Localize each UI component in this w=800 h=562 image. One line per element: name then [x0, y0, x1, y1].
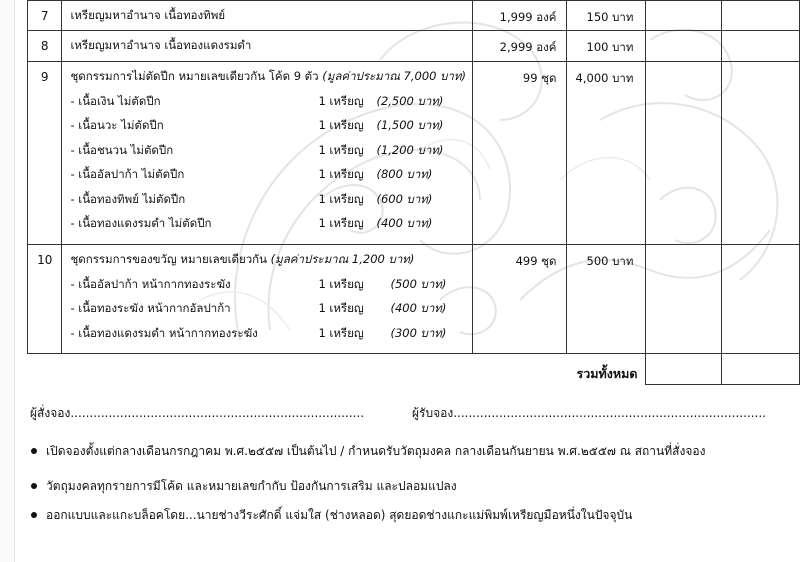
page-left-edge — [0, 0, 15, 562]
order-amount-cell[interactable] — [722, 31, 800, 62]
order-qty-cell[interactable] — [646, 1, 722, 31]
item-set-description — [62, 245, 473, 354]
order-amount-cell[interactable] — [722, 62, 800, 245]
total-amount-cell[interactable] — [722, 354, 800, 385]
set-title: ชุดกรรมการของขวัญ หมายเลขเดียวกัน (มูลค่าประมาณ 1,200 บาท) — [70, 252, 415, 267]
note-codes: วัตถุมงคลทุกรายการมีโค้ด และหมายเลขกำกับ ป้องกันการเสริม และปลอมแปลง — [31, 477, 457, 496]
order-qty-cell[interactable] — [646, 62, 722, 245]
order-table — [27, 0, 800, 385]
table-row — [28, 31, 800, 62]
set-item: - เนื้ออัลปาก้า หน้ากากทองระฆัง 1 เหรียญ (500 บาท) — [70, 276, 447, 291]
item-set-description — [62, 62, 473, 245]
table-row — [28, 245, 800, 354]
item-quantity: 1,999 องค์ — [472, 1, 567, 31]
table-row — [28, 1, 800, 31]
item-quantity: 499 ชุด — [472, 245, 567, 354]
bullet-icon — [31, 448, 37, 454]
set-item: - เนื้อทองแดงรมดำ ไม่ตัดปีก 1 เหรียญ (400 บาท) — [70, 216, 433, 231]
note-booking-period: เปิดจองตั้งแต่กลางเดือนกรกฎาคม พ.ศ.๒๕๕๗ เป็นต้นไป / กำหนดรับวัตถุมงคล กลางเดือนกันยายน พ.ศ.๒๕๕๗ ณ สถานที่สั่งจอง — [31, 442, 705, 461]
order-qty-cell[interactable] — [646, 245, 722, 354]
set-item: - เนื้อเงิน ไม่ตัดปีก 1 เหรียญ (2,500 บาท) — [70, 93, 444, 108]
set-item: - เนื้ออัลปาก้า ไม่ตัดปีก 1 เหรียญ (800 บาท) — [70, 167, 433, 182]
item-name: เหรียญมหาอำนาจ เนื้อทองแดงรมดำ — [62, 31, 473, 62]
total-row — [28, 354, 800, 385]
item-price: 150 บาท — [567, 1, 646, 31]
orderer-signature-line[interactable]: ผู้สั่งจอง............................................................................. — [30, 406, 365, 420]
receiver-signature-line[interactable]: ผู้รับจอง.................................................................................. — [412, 406, 766, 420]
bullet-icon — [31, 483, 37, 489]
set-item: - เนื้อทองแดงรมดำ หน้ากากทองระฆัง 1 เหรียญ (300 บาท) — [70, 325, 447, 340]
item-price: 4,000 บาท — [567, 62, 646, 245]
total-label: รวมทั้งหมด — [576, 366, 638, 382]
order-amount-cell[interactable] — [722, 245, 800, 354]
row-number: 9 — [28, 62, 62, 245]
order-qty-cell[interactable] — [646, 31, 722, 62]
set-item: - เนื้อทองทิพย์ ไม่ตัดปีก 1 เหรียญ (600 บาท) — [70, 191, 433, 206]
bullet-icon — [31, 512, 37, 518]
set-item: - เนื้อชนวน ไม่ตัดปีก 1 เหรียญ (1,200 บาท) — [70, 142, 444, 157]
row-number: 7 — [28, 1, 62, 31]
row-number: 8 — [28, 31, 62, 62]
table-row — [28, 62, 800, 245]
order-amount-cell[interactable] — [722, 1, 800, 31]
item-quantity: 2,999 องค์ — [472, 31, 567, 62]
item-price: 100 บาท — [567, 31, 646, 62]
row-number: 10 — [28, 245, 62, 354]
item-price: 500 บาท — [567, 245, 646, 354]
note-designer: ออกแบบและแกะบล็อคโดย...นายช่างวีระศักดิ์ แจ่มใส (ช่างหลอด) สุดยอดช่างแกะแม่พิมพ์เหรียญมือหนึ่งในปัจจุบัน — [31, 506, 632, 525]
item-name: เหรียญมหาอำนาจ เนื้อทองทิพย์ — [62, 1, 473, 31]
item-quantity: 99 ชุด — [472, 62, 567, 245]
set-item: - เนื้อนวะ ไม่ตัดปีก 1 เหรียญ (1,500 บาท) — [70, 118, 444, 133]
total-qty-cell[interactable] — [646, 354, 722, 385]
set-title: ชุดกรรมการไม่ตัดปีก หมายเลขเดียวกัน โค้ด 9 ตัว (มูลค่าประมาณ 7,000 บาท) — [70, 69, 466, 83]
set-item: - เนื้อทองระฆัง หน้ากากอัลปาก้า 1 เหรียญ (400 บาท) — [70, 301, 447, 316]
